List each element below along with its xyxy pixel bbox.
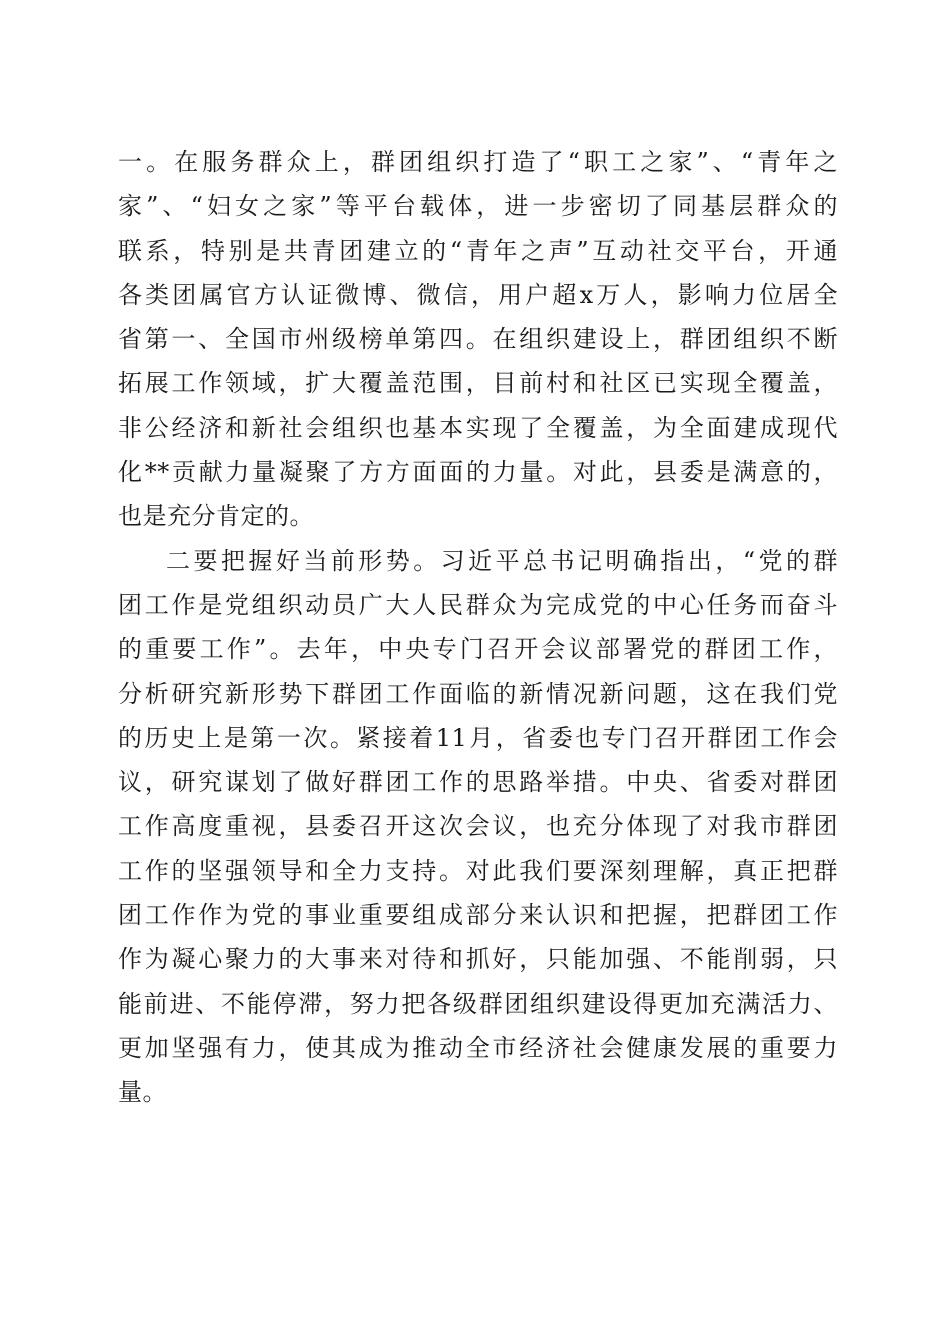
text-line: 工作高度重视，县委召开这次会议，也充分体现了对我市群团 <box>118 812 838 841</box>
paragraph-2 <box>118 539 838 1115</box>
text-line: 也是充分肯定的。 <box>118 502 314 531</box>
text-line: 作为凝心聚力的大事来对待和抓好，只能加强、不能削弱，只 <box>118 945 838 974</box>
text-line: 二要把握好当前形势。习近平总书记明确指出，“党的群 <box>166 546 838 575</box>
text-line: 议，研究谋划了做好群团工作的思路举措。中央、省委对群团 <box>118 768 838 797</box>
text-line: 更加坚强有力，使其成为推动全市经济社会健康发展的重要力 <box>118 1033 838 1062</box>
text-line: 一。在服务群众上，群团组织打造了“职工之家”、“青年之 <box>118 148 838 176</box>
text-line: 的历史上是第一次。紧接着11月，省委也专门召开群团工作会 <box>118 723 838 752</box>
text-line: 的重要工作”。去年，中央专门召开会议部署党的群团工作， <box>118 635 838 664</box>
text-line: 能前进、不能停滞，努力把各级群团组织建设得更加充满活力、 <box>118 989 838 1018</box>
text-line: 家”、“妇女之家”等平台载体，进一步密切了同基层群众的 <box>118 192 838 221</box>
text-line: 化**贡献力量凝聚了方方面面的力量。对此，县委是满意的， <box>118 458 838 487</box>
paragraph-1 <box>118 140 838 539</box>
text-line: 省第一、全国市州级榜单第四。在组织建设上，群团组织不断 <box>118 325 838 354</box>
text-line: 联系，特别是共青团建立的“青年之声”互动社交平台，开通 <box>118 236 838 265</box>
text-line: 非公经济和新社会组织也基本实现了全覆盖，为全面建成现代 <box>118 413 838 442</box>
text-line: 工作的坚强领导和全力支持。对此我们要深刻理解，真正把群 <box>118 856 838 885</box>
text-line: 各类团属官方认证微博、微信，用户超x万人，影响力位居全 <box>118 280 838 309</box>
text-line: 团工作作为党的事业重要组成部分来认识和把握，把群团工作 <box>118 901 838 930</box>
text-line: 分析研究新形势下群团工作面临的新情况新问题，这在我们党 <box>118 679 838 708</box>
document-body <box>118 140 838 1115</box>
text-line: 量。 <box>118 1078 167 1107</box>
text-line: 团工作是党组织动员广大人民群众为完成党的中心任务而奋斗 <box>118 590 838 619</box>
text-line: 拓展工作领域，扩大覆盖范围，目前村和社区已实现全覆盖， <box>118 369 838 398</box>
